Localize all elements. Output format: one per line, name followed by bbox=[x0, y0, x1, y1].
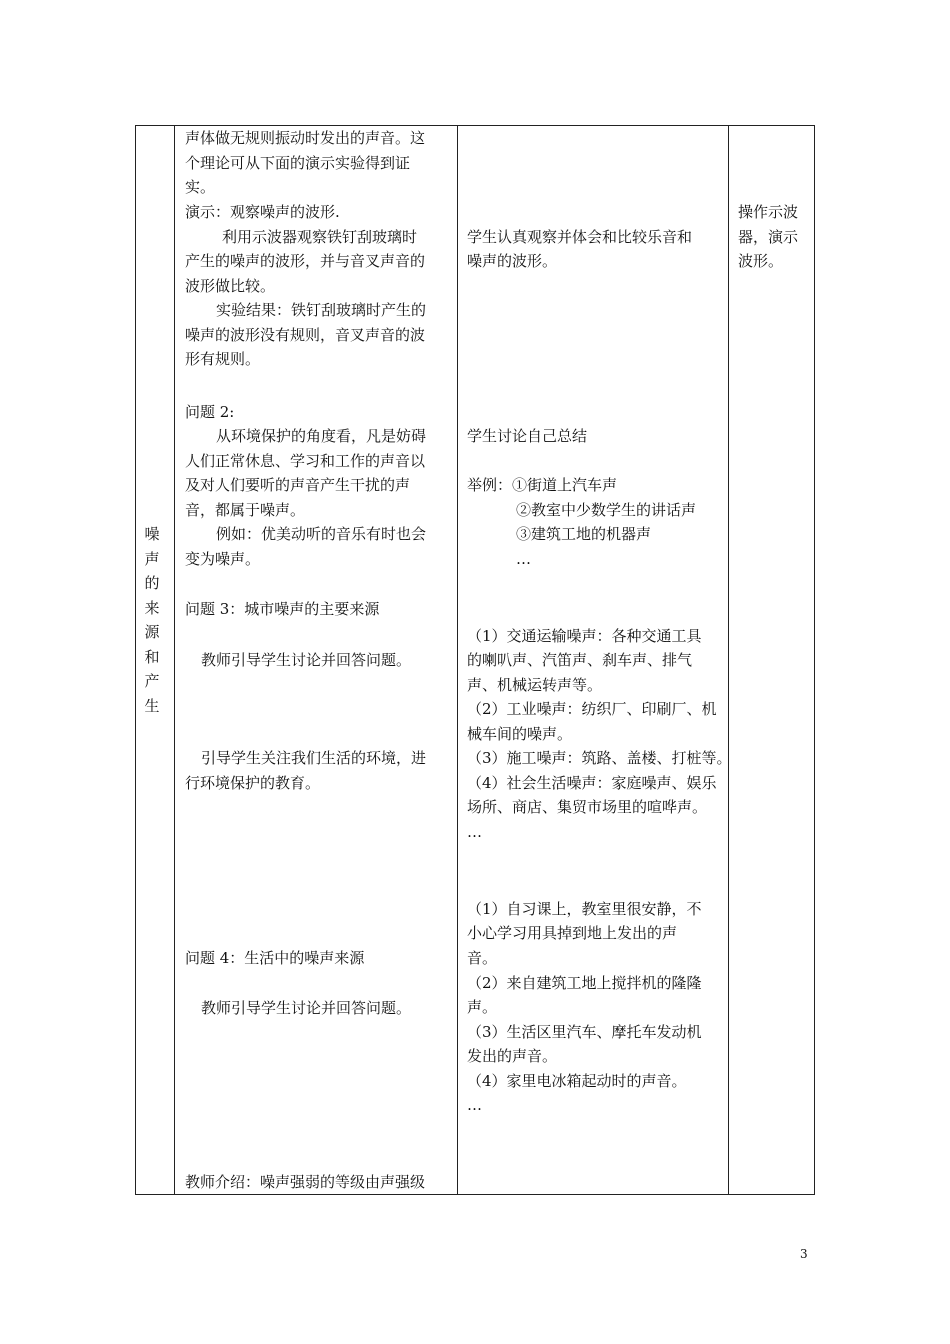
student-text-line: （2）来自建筑工地上搅拌机的隆隆 bbox=[467, 974, 702, 992]
student-text-line: （4）家里电冰箱起动时的声音。 bbox=[467, 1072, 687, 1090]
student-text-line: 音。 bbox=[467, 949, 498, 967]
teacher-text-line: 教师介绍：噪声强弱的等级由声强级 bbox=[185, 1173, 426, 1191]
teacher-text-line: 音，都属于噪声。 bbox=[185, 501, 306, 519]
page-number: 3 bbox=[800, 1247, 808, 1261]
teacher-text-line: 形有规则。 bbox=[185, 350, 261, 368]
teacher-text-line: 演示：观察噪声的波形. bbox=[185, 203, 340, 221]
student-text-line: （1）自习课上，教室里很安静，不 bbox=[467, 900, 702, 918]
teacher-text-line: 行环境保护的教育。 bbox=[185, 774, 321, 792]
student-text-line: 学生讨论自己总结 bbox=[467, 427, 588, 445]
student-text-line: 小心学习用具掉到地上发出的声 bbox=[467, 924, 678, 942]
student-text-line: ②教室中少数学生的讲话声 bbox=[516, 501, 697, 519]
note-text-line: 波形。 bbox=[738, 252, 784, 270]
teacher-text-line: 声体做无规则振动时发出的声音。这 bbox=[185, 129, 426, 147]
teacher-text-line: 个理论可从下面的演示实验得到证 bbox=[185, 154, 411, 172]
teacher-text-line: 引导学生关注我们生活的环境，进 bbox=[201, 749, 427, 767]
student-text-line: … bbox=[516, 550, 531, 568]
student-text-line: 发出的声音。 bbox=[467, 1047, 558, 1065]
section-label: 噪 声 的 来 源 和 产 生 bbox=[144, 525, 160, 715]
student-text-line: （1）交通运输噪声：各种交通工具 bbox=[467, 627, 702, 645]
note-text-line: 器，演示 bbox=[738, 228, 799, 246]
teacher-text-line: 问题 4：生活中的噪声来源 bbox=[185, 949, 365, 967]
teacher-text-line: 教师引导学生讨论并回答问题。 bbox=[201, 999, 412, 1017]
teacher-text-line: 实。 bbox=[185, 178, 216, 196]
teacher-text-line: 例如：优美动听的音乐有时也会 bbox=[216, 525, 427, 543]
teacher-text-line: 变为噪声。 bbox=[185, 550, 261, 568]
teacher-text-line: 人们正常休息、学习和工作的声音以 bbox=[185, 452, 426, 470]
teacher-text-line: 噪声的波形没有规则，音叉声音的波 bbox=[185, 326, 426, 344]
teacher-text-line: 问题 3：城市噪声的主要来源 bbox=[185, 600, 380, 618]
teacher-text-line: 从环境保护的角度看，凡是妨碍 bbox=[216, 427, 427, 445]
student-text-line: 举例：①街道上汽车声 bbox=[467, 476, 618, 494]
student-text-line: … bbox=[467, 1096, 482, 1114]
student-text-line: （3）施工噪声：筑路、盖楼、打桩等。 bbox=[467, 749, 732, 767]
student-text-line: 场所、商店、集贸市场里的喧哗声。 bbox=[467, 798, 708, 816]
student-text-line: 学生认真观察并体会和比较乐音和 bbox=[467, 228, 693, 246]
teacher-text-line: 教师引导学生讨论并回答问题。 bbox=[201, 651, 412, 669]
student-text-line: 声。 bbox=[467, 998, 498, 1016]
teacher-text-line: 利用示波器观察铁钉刮玻璃时 bbox=[222, 228, 418, 246]
teacher-text-line: 产生的噪声的波形，并与音叉声音的 bbox=[185, 252, 426, 270]
student-text-line: … bbox=[467, 823, 482, 841]
column-divider bbox=[174, 126, 175, 1194]
teacher-text-line: 及对人们要听的声音产生干扰的声 bbox=[185, 476, 411, 494]
student-text-line: 噪声的波形。 bbox=[467, 252, 558, 270]
student-text-line: （3）生活区里汽车、摩托车发动机 bbox=[467, 1023, 702, 1041]
note-text-line: 操作示波 bbox=[738, 203, 799, 221]
student-text-line: ③建筑工地的机器声 bbox=[516, 525, 652, 543]
student-text-line: （2）工业噪声：纺织厂、印刷厂、机 bbox=[467, 700, 717, 718]
teacher-text-line: 波形做比较。 bbox=[185, 277, 276, 295]
student-text-line: 声、机械运转声等。 bbox=[467, 676, 603, 694]
column-divider bbox=[457, 126, 458, 1194]
teacher-text-line: 问题 2: bbox=[185, 403, 235, 421]
student-text-line: （4）社会生活噪声：家庭噪声、娱乐 bbox=[467, 774, 717, 792]
teacher-text-line: 实验结果：铁钉刮玻璃时产生的 bbox=[216, 301, 427, 319]
column-divider bbox=[728, 126, 729, 1194]
student-text-line: 的喇叭声、汽笛声、刹车声、排气 bbox=[467, 651, 693, 669]
student-text-line: 械车间的噪声。 bbox=[467, 725, 573, 743]
